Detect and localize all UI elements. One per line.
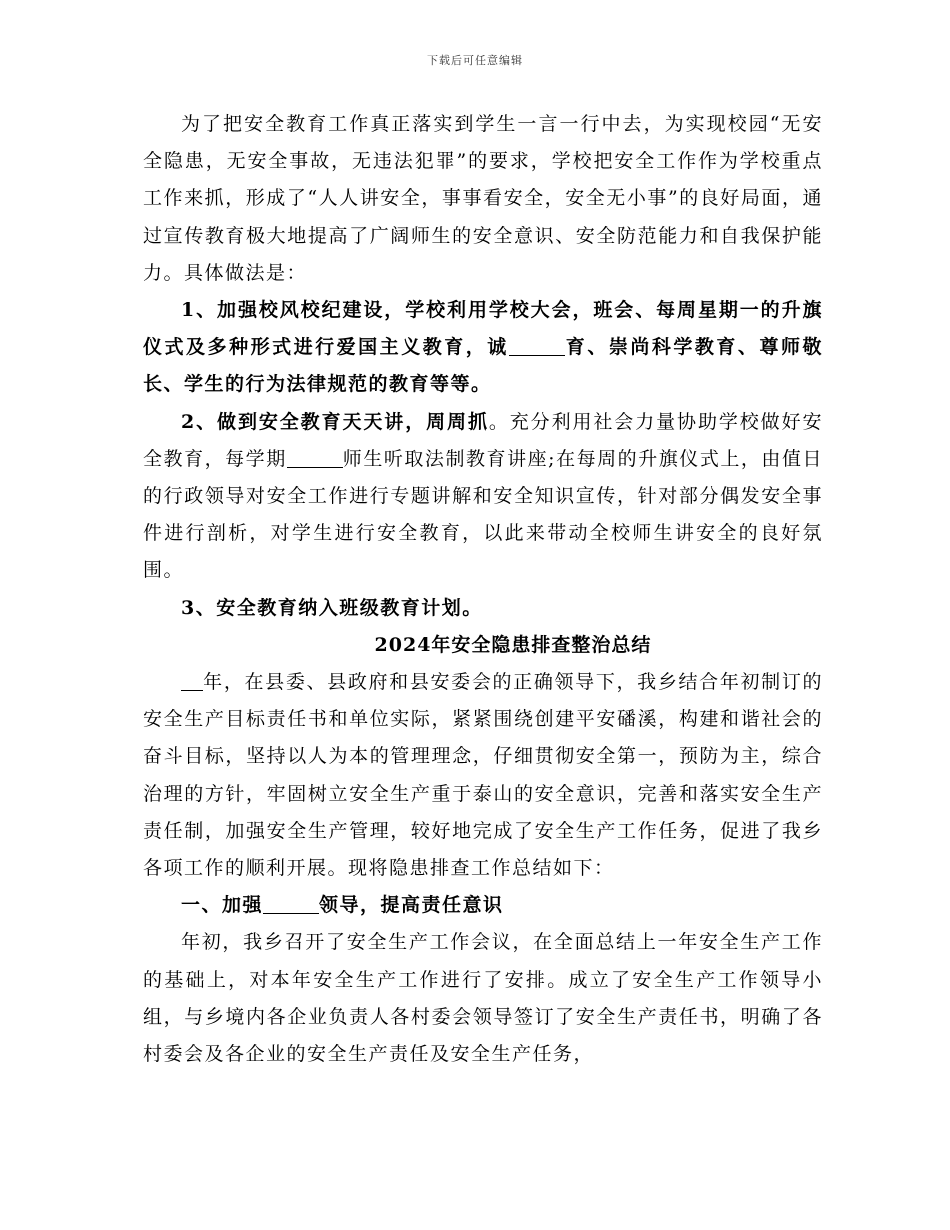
heading-1-text-a: 一、加强 — [181, 894, 264, 917]
fill-blank — [509, 337, 565, 356]
heading-1-text-b: 领导，提高责任意识 — [319, 894, 504, 917]
item-1-text-b: 育、崇尚科学教育、尊师敬长、学生的行为法律规范的教育等等。 — [143, 336, 823, 396]
summary-text: 年，在县委、县政府和县安委会的正确领导下，我乡结合年初制订的安全生产目标责任书和单位实际，紧紧围绕创建平安磻溪，构建和谐社会的奋斗目标，坚持以人为本的管理理念，仔细贯彻安全第一，预防为主，综合治理的方针，牢固树立安全生产重于泰山的安全意识，完善和落实安全生产责任制，加强安全生产管理，较好地完成了安全生产工作任务，促进了我乡各项工作的顺利开展。现将隐患排查工作总结如下： — [143, 671, 823, 880]
fill-blank — [287, 449, 343, 468]
heading-1 — [143, 887, 823, 924]
intro-paragraph: 为了把安全教育工作真正落实到学生一言一行中去，为实现校园“无安全隐患，无安全事故，无违法犯罪”的要求，学校把安全工作作为学校重点工作来抓，形成了“人人讲安全，事事看安全，安全无小事”的良好局面，通过宣传教育极大地提高了广阔师生的安全意识、安全防范能力和自我保护能力。具体做法是： — [143, 113, 823, 284]
fill-blank — [181, 672, 203, 691]
item-2-heading: 2、做到安全教育天天讲，周周抓 — [181, 410, 489, 433]
item-1-text-a: 1、加强校风校纪建设，学校利用学校大会，班会、每周星期一的升旗仪式及多种形式进行爱国主义教育，诚 — [143, 299, 823, 359]
section-title: 2024年安全隐患排查整治总结 — [374, 633, 652, 656]
heading-1-paragraph: 年初，我乡召开了安全生产工作会议，在全面总结上一年安全生产工作的基础上，对本年安全生产工作进行了安排。成立了安全生产工作领导小组，与乡境内各企业负责人各村委会领导签订了安全生产责任书，明确了各村委会及各企业的安全生产责任及安全生产任务， — [143, 931, 823, 1066]
item-2-paragraph — [143, 404, 823, 590]
item-2-text-b: 师生听取法制教育讲座;在每周的升旗仪式上，由值日的行政领导对安全工作进行专题讲解和安全知识宣传，针对部分偶发安全事件进行剖析，对学生进行安全教育，以此来带动全校师生讲安全的良好氛围。 — [143, 447, 823, 582]
summary-paragraph — [143, 664, 823, 887]
item-3-paragraph: 3、安全教育纳入班级教育计划。 — [181, 596, 483, 619]
page-header: 下载后可任意编辑 — [427, 54, 523, 67]
fill-blank — [263, 895, 319, 914]
document-body — [143, 106, 823, 1073]
item-2-text-a: 。充分利用社会力量协助学校做好安全教育，每学期 — [143, 410, 823, 470]
item-1-paragraph — [143, 292, 823, 404]
